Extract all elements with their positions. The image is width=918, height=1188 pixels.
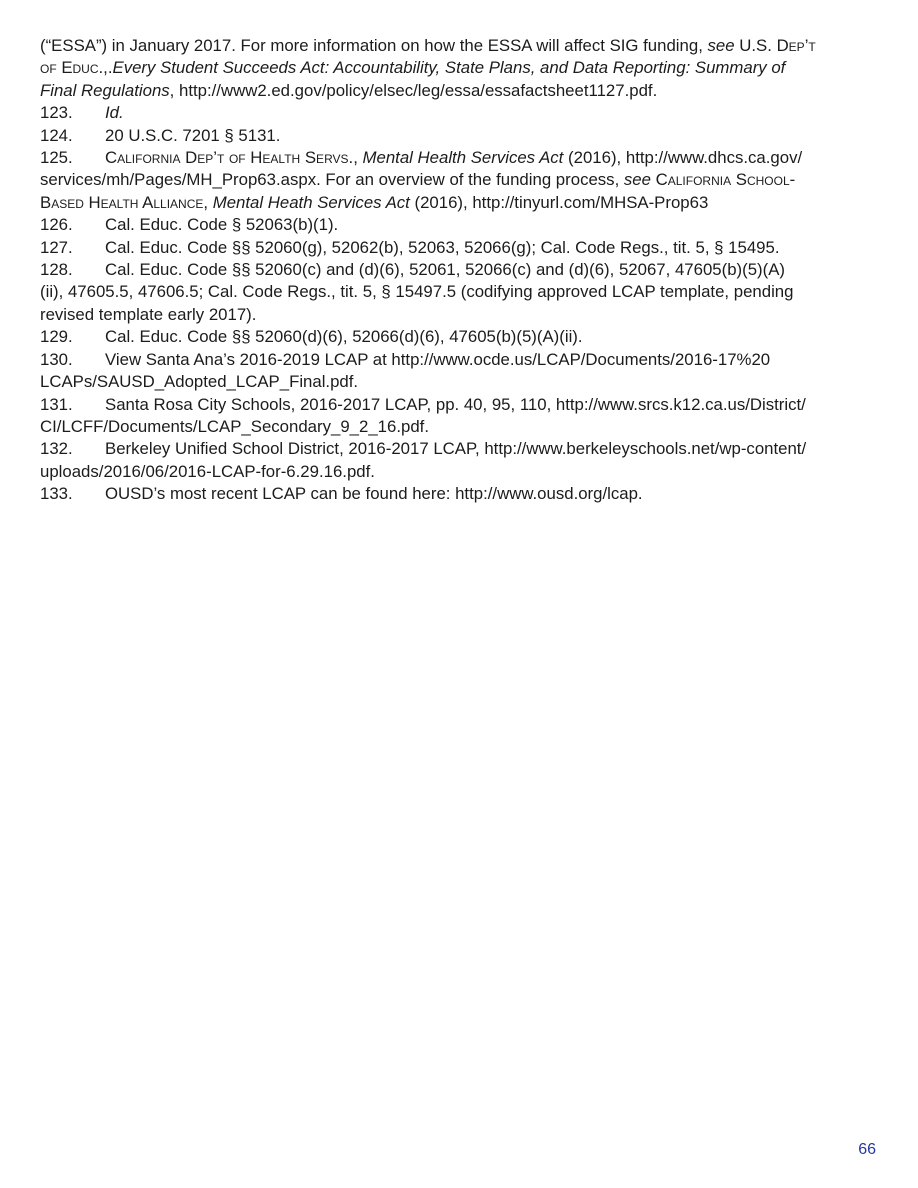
text-run: , <box>353 148 363 168</box>
footnote-line <box>40 349 888 371</box>
text-run: View Santa Ana’s 2016-2019 LCAP at http://www.ocde.us/LCAP/Documents/2016-17%20 <box>105 349 771 369</box>
page-number: 66 <box>858 1141 876 1158</box>
text-run: Cal. Educ. Code § 52063(b)(1). <box>105 215 339 235</box>
text-run: Mental Health Services Act <box>362 148 564 168</box>
footnote-number: 129. <box>40 327 73 347</box>
footnote-number: 128. <box>40 260 73 280</box>
text-run: Based Health Alliance <box>40 192 204 212</box>
footnotes-block <box>40 35 888 506</box>
text-run: revised template early 2017). <box>40 304 257 324</box>
text-run: Final Regulations <box>40 80 170 100</box>
footnote-number: 127. <box>40 237 73 257</box>
footnote-number: 132. <box>40 439 73 459</box>
text-line <box>40 169 888 191</box>
text-run: (2016), http://www.dhcs.ca.gov/ <box>563 148 803 168</box>
text-line <box>40 371 888 393</box>
text-line <box>40 304 888 326</box>
footnote-line <box>40 102 888 124</box>
text-run: CI/LCFF/Documents/LCAP_Secondary_9_2_16.pdf. <box>40 416 429 436</box>
text-run: Santa Rosa City Schools, 2016-2017 LCAP, pp. 40, 95, 110, http://www.srcs.k12.ca.us/District/ <box>105 394 806 414</box>
text-line <box>40 57 888 79</box>
footnote-number: 131. <box>40 394 73 414</box>
footnote-line <box>40 125 888 147</box>
footnote-number: 126. <box>40 215 73 235</box>
footnote-number: 133. <box>40 484 73 504</box>
footnote-line <box>40 438 888 460</box>
text-line <box>40 281 888 303</box>
footnote-line <box>40 326 888 348</box>
text-run: Dep’t <box>776 36 816 55</box>
text-run: Cal. Educ. Code §§ 52060(g), 52062(b), 52063, 52066(g); Cal. Code Regs., tit. 5, § 15495. <box>105 237 780 257</box>
text-run: see <box>623 170 651 190</box>
footnote-line <box>40 259 888 281</box>
footnote-line <box>40 214 888 236</box>
footnote-line <box>40 147 888 169</box>
text-run: Berkeley Unified School District, 2016-2017 LCAP, http://www.berkeleyschools.net/wp-content/ <box>105 439 807 459</box>
text-run: California Dep’t of Health Servs. <box>105 148 354 168</box>
text-run: Cal. Educ. Code §§ 52060(d)(6), 52066(d)(6), 47605(b)(5)(A)(ii). <box>105 327 583 347</box>
text-run: 20 U.S.C. 7201 § 5131. <box>105 125 281 145</box>
text-line <box>40 416 888 438</box>
text-run: of Educ.,. <box>40 58 113 78</box>
footnote-line <box>40 394 888 416</box>
text-run: Mental Heath Services Act <box>212 192 410 212</box>
footnote-number: 130. <box>40 349 73 369</box>
text-run: Id. <box>105 103 124 123</box>
text-run: (“ESSA”) in January 2017. For more information on how the ESSA will affect SIG funding, <box>40 36 708 55</box>
footnote-line <box>40 237 888 259</box>
footnote-number: 125. <box>40 148 73 168</box>
text-line <box>40 80 888 102</box>
text-run: California School- <box>655 170 796 190</box>
text-line <box>40 35 888 57</box>
footnote-number: 124. <box>40 125 73 145</box>
text-line <box>40 192 888 214</box>
text-run: uploads/2016/06/2016-LCAP-for-6.29.16.pdf. <box>40 461 375 481</box>
text-run: U.S. <box>734 36 777 55</box>
text-run: services/mh/Pages/MH_Prop63.aspx. For an overview of the funding process, <box>40 170 624 190</box>
text-line <box>40 461 888 483</box>
footnote-line <box>40 483 888 505</box>
text-run: OUSD’s most recent LCAP can be found here: http://www.ousd.org/lcap. <box>105 484 643 504</box>
footnote-number: 123. <box>40 103 73 123</box>
text-run: see <box>707 36 735 55</box>
text-run: Cal. Educ. Code §§ 52060(c) and (d)(6), 52061, 52066(c) and (d)(6), 52067, 47605(b)(5)(A) <box>105 260 786 280</box>
text-run: , <box>203 192 213 212</box>
text-run: (ii), 47605.5, 47606.5; Cal. Code Regs., tit. 5, § 15497.5 (codifying approved LCAP template, pending <box>40 282 794 302</box>
text-run: (2016), http://tinyurl.com/MHSA-Prop63 <box>409 192 709 212</box>
text-run: LCAPs/SAUSD_Adopted_LCAP_Final.pdf. <box>40 372 359 392</box>
text-run: , http://www2.ed.gov/policy/elsec/leg/essa/essafactsheet1127.pdf. <box>169 80 658 100</box>
text-run: Every Student Succeeds Act: Accountability, State Plans, and Data Reporting: Summary of <box>112 58 786 78</box>
